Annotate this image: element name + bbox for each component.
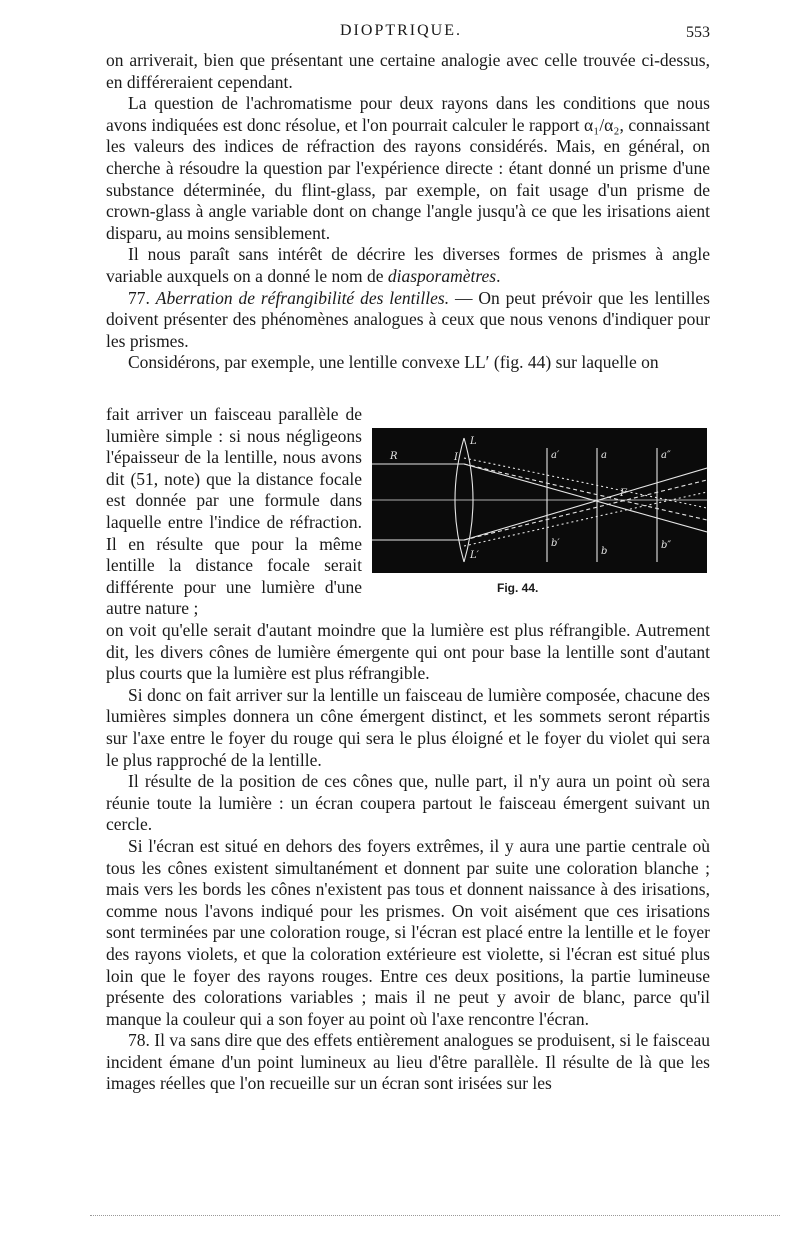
label-b: b [601, 546, 608, 557]
diasporametres-text: Il nous paraît sans intérêt de décrire les diverses formes de prismes à angle variable auxquels on a donné le nom de [106, 244, 710, 286]
label-L-prime: L′ [470, 550, 479, 561]
paragraph-cones-position: Il résulte de la position de ces cônes que, nulle part, il n'y aura un point où sera réunie toute la lumière : un écran coupera partout le faisceau émergent suivant un cercle. [106, 771, 710, 835]
section-77-body: — On peut prévoir que les lentilles doivent présenter des phénomènes analogues à ceux que nous venons d'indiquer pour les prismes. [106, 287, 710, 351]
paragraph-continuation: on arriverait, bien que présentant une certaine analogie avec celle trouvée ci-dessus, en différeraient cependant. [106, 50, 710, 92]
label-R: R [390, 451, 398, 462]
body-text-top [106, 50, 710, 374]
body-text-bottom [106, 620, 710, 1095]
label-a-double-prime: a″ [661, 450, 671, 461]
label-L: L [470, 436, 477, 447]
paragraph-considerons-line: Considérons, par exemple, une lentille convexe LL′ (fig. 44) sur laquelle on [128, 352, 659, 373]
diasporametres-term: diasporamètres [387, 265, 497, 286]
paragraph-faisceau-compose: Si donc on fait arriver sur la lentille un faisceau de lumière composée, chacune des lumières simples donnera un cône émergent distinct, et les sommets seront répartis sur l'axe entre le foyer du rouge qui sera le plus éloigné et le foyer du violet qui sera le plus rapproché de la lentille. [106, 684, 710, 770]
label-b-double-prime: b″ [661, 540, 672, 551]
paragraph-achromatism: La question de l'achromatisme pour deux rayons dans les conditions que nous avons indiquées est donc résolue, et l'on pourrait calculer le rapport α₁/α₂, connaissant les valeurs des indices de réfraction des rayons considérés. Mais, en général, on cherche à résoudre la question par l'expérience directe : étant donné un prisme d'une substance déterminée, du flint-glass, par exemple, on fait usage d'un prisme de crown-glass à angle variable dont on change l'angle jusqu'à ce que les irisations aient disparu, au moins sensiblement. [106, 93, 710, 243]
running-title: DIOPTRIQUE. [340, 22, 462, 39]
label-b-prime: b′ [551, 538, 560, 549]
paragraph-wrap-around-figure: fait arriver un faisceau parallèle de lumière simple : si nous négligeons l'épaisseur de la lentille, nous avons dit (51, note) que la distance focale est donnée par une formule dans laquelle entre l'indice de réfraction. Il en résulte que pour la même lentille la distance focale serait différente pour une lumière d'une autre nature ; [106, 404, 362, 619]
figure-44 [372, 428, 707, 600]
paragraph-refrangible: on voit qu'elle serait d'autant moindre que la lumière est plus réfrangible. Autrement dit, les divers cônes de lumière émergente qui ont pour base la lentille sont d'autant plus courts que la lumière est plus réfrangible. [106, 620, 710, 684]
page-header [100, 18, 710, 48]
section-78-body: Il va sans dire que des effets entièrement analogues se produisent, si le faisceau incident émane d'un point lumineux au lieu d'être parallèle. Il résulte de là que les images réelles que l'on recueille sur un écran sont irisées sur les [106, 1030, 710, 1094]
section-77-number: 77. [128, 287, 150, 308]
section-77-title: Aberration de réfrangibilité des lentilles. [155, 287, 450, 308]
section-78-number: 78. [128, 1030, 150, 1051]
label-F: F [620, 488, 627, 499]
paragraph-diasporametres [106, 244, 710, 287]
label-a-prime: a′ [551, 450, 560, 461]
section-77-heading [106, 288, 710, 353]
label-a: a [601, 450, 607, 461]
figure-caption: Fig. 44. [497, 581, 539, 595]
paragraph-ecran: Si l'écran est situé en dehors des foyers extrêmes, il y aura une partie centrale où tous les cônes existent simultanément et donnent par suite une coloration blanche ; mais vers les bords les cônes n'existent pas tous et donnent naissance à des irisations, comme nous l'avons indiqué pour les prismes. On voit aisément que ces irisations sont terminées par une coloration rouge, si l'écran est placé entre la lentille et le foyer des rayons violets, et que la coloration extérieure est violette, si l'écran est situé plus loin que le foyer des rayons rouges. Entre ces deux positions, la partie lumineuse présente des colorations variables ; mais il ne peut y avoir de blanc, parce qu'il manque la couleur qui a son foyer au point où l'axe rencontre l'écran. [106, 835, 710, 1029]
page-number: 553 [686, 24, 710, 41]
diasporametres-end: . [496, 265, 501, 286]
section-78-paragraph [106, 1030, 710, 1095]
page-bottom-rule [90, 1215, 780, 1217]
lens-diagram [372, 428, 707, 573]
label-I: I [454, 452, 458, 463]
